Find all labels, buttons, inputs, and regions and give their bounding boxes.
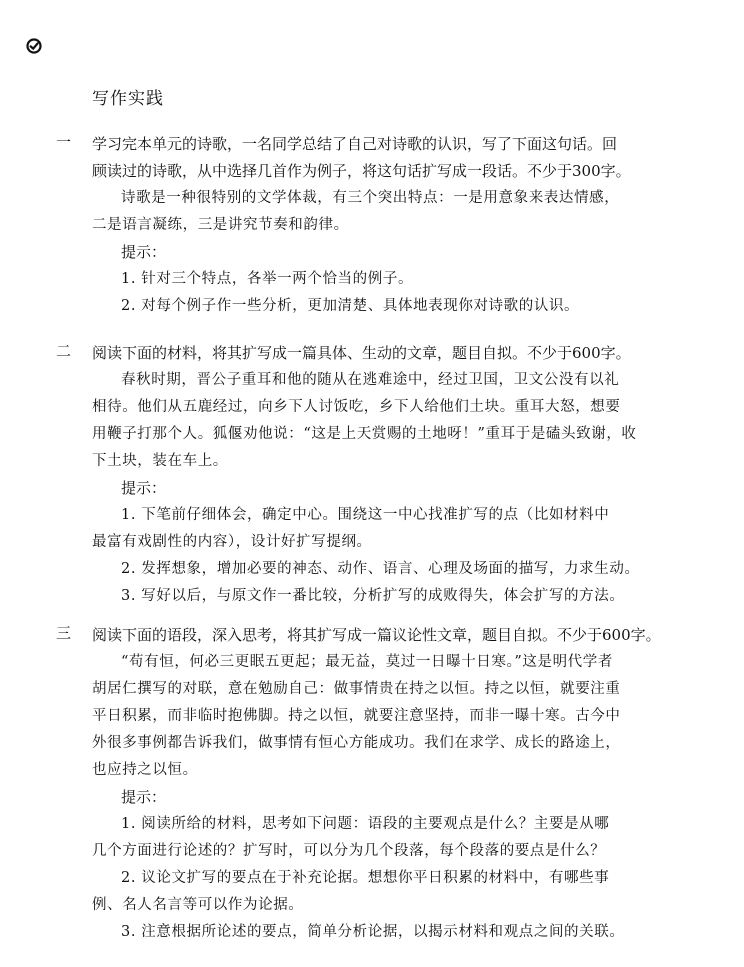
section-body bbox=[92, 131, 696, 320]
material-line: 春秋时期，晋公子重耳和他的随从在逃难途中，经过卫国，卫文公没有以礼 bbox=[121, 372, 620, 388]
material-line: 诗歌是一种很特别的文学体裁，有三个突出特点：一是用意象来表达情感， bbox=[121, 190, 620, 206]
hint-line: 最富有戏剧性的内容），设计好扩写提纲。 bbox=[92, 534, 372, 550]
hint-line: 2. 发挥想象，增加必要的神态、动作、语言、心理及场面的描写，力求生动。 bbox=[121, 561, 640, 577]
hint-line: 2. 对每个例子作一些分析，更加清楚、具体地表现你对诗歌的认识。 bbox=[121, 298, 580, 314]
section-body bbox=[92, 622, 696, 946]
material-line: 胡居仁撰写的对联，意在勉励自己：做事情贵在持之以恒。持之以恒，就要注重 bbox=[92, 681, 621, 697]
question-line: 阅读下面的语段，深入思考，将其扩写成一篇议论性文章，题目自拟。不少于600字。 bbox=[92, 626, 661, 644]
material-line: 也应持之以恒。 bbox=[92, 762, 198, 778]
material-line: “苟有恒，何必三更眠五更起；最无益，莫过一日曝十日寒。”这是明代学者 bbox=[121, 654, 613, 670]
hint-label: 提示： bbox=[121, 479, 167, 497]
hint-line: 几个方面进行论述的？扩写时，可以分为几个段落，每个段落的要点是什么？ bbox=[92, 843, 606, 859]
section-body bbox=[92, 340, 696, 610]
hint-line: 2. 议论文扩写的要点在于补充论据。想想你平日积累的材料中，有哪些事 bbox=[121, 870, 610, 886]
hint-line: 1. 下笔前仔细体会，确定中心。围绕这一中心找准扩写的点（比如材料中 bbox=[121, 507, 610, 523]
material-line: 用鞭子打那个人。狐偃劝他说：“这是上天赏赐的土地呀！”重耳于是磕头致谢，收 bbox=[92, 426, 637, 442]
hint-line: 例、名人名言等可以作为论据。 bbox=[92, 897, 304, 913]
material-line: 相待。他们从五鹿经过，向乡下人讨饭吃，乡下人给他们土块。重耳大怒，想要 bbox=[92, 399, 621, 415]
hint-line: 3. 写好以后，与原文作一番比较，分析扩写的成败得失，体会扩写的方法。 bbox=[121, 588, 625, 604]
hint-line: 1. 针对三个特点，各举一两个恰当的例子。 bbox=[121, 271, 414, 287]
material-line: 平日积累，而非临时抱佛脚。持之以恒，就要注意坚持，而非一曝十寒。古今中 bbox=[92, 708, 621, 724]
hint-label: 提示： bbox=[121, 788, 167, 806]
hint-line: 3. 注意根据所论述的要点，简单分析论据，以揭示材料和观点之间的关联。 bbox=[121, 924, 625, 940]
hint-label: 提示： bbox=[121, 243, 167, 261]
question-line: 学习完本单元的诗歌，一名同学总结了自己对诗歌的认识，写了下面这句话。回 bbox=[92, 135, 618, 153]
hint-line: 1. 阅读所给的材料，思考如下问题：语段的主要观点是什么？主要是从哪 bbox=[121, 816, 610, 832]
material-line: 二是语言凝练，三是讲究节奏和韵律。 bbox=[92, 217, 349, 233]
page-title: 写作实践 bbox=[92, 89, 164, 109]
question-line: 阅读下面的材料，将其扩写成一篇具体、生动的文章，题目自拟。不少于600字。 bbox=[92, 344, 631, 362]
question-line: 顾读过的诗歌，从中选择几首作为例子，将这句话扩写成一段话。不少于300字。 bbox=[92, 162, 631, 180]
section-number: 三 bbox=[56, 624, 72, 642]
material-line: 外很多事例都告诉我们，做事情有恒心方能成功。我们在求学、成长的路途上， bbox=[92, 735, 621, 751]
section-number: 二 bbox=[56, 342, 72, 360]
material-line: 下土块，装在车上。 bbox=[92, 453, 228, 469]
section-number: 一 bbox=[56, 133, 72, 151]
circled-check-icon bbox=[26, 38, 42, 54]
